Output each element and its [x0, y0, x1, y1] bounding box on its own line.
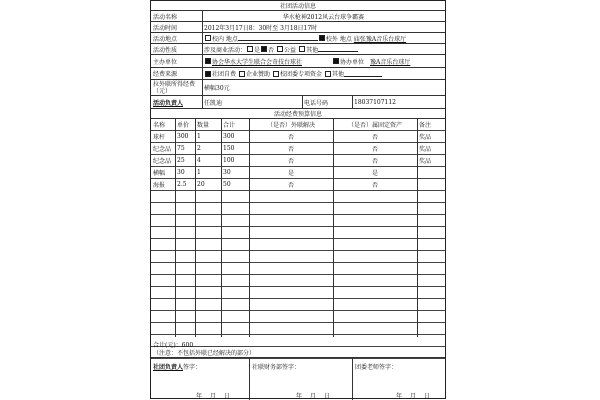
nature-other-label: 其他 [306, 46, 319, 54]
activity-nature-options [202, 44, 445, 54]
budget-cell [175, 203, 195, 214]
budget-cell [333, 287, 417, 298]
budget-cell [249, 323, 333, 334]
row-outside-funds [151, 80, 445, 96]
finance-sign-date: 年 月 日 [296, 393, 330, 400]
budget-cell: 30 [223, 169, 231, 176]
budget-cell [249, 251, 333, 262]
budget-cell [195, 263, 221, 274]
budget-row [151, 251, 445, 263]
budget-cell [175, 299, 195, 310]
finance-signature-label: 社联财务部签字： [252, 364, 301, 371]
budget-cell [175, 239, 195, 250]
budget-header-row [151, 119, 445, 131]
row-host [151, 55, 445, 68]
budget-cell [175, 263, 195, 274]
budget-cell [195, 215, 221, 226]
nature-yes-checkbox[interactable] [247, 46, 253, 52]
budget-cell [175, 311, 195, 322]
budget-cell [221, 239, 249, 250]
place-in-checkbox[interactable] [205, 35, 211, 41]
place-out-checkbox[interactable] [319, 35, 325, 41]
budget-cell: 否 [287, 134, 294, 141]
leader-signature-rest: 签字： [183, 364, 202, 371]
budget-cell: 是 [287, 170, 294, 177]
budget-cell: 否 [287, 146, 294, 153]
budget-cell: 150 [223, 145, 235, 152]
budget-cell [417, 299, 447, 310]
host-value-cell [202, 55, 330, 67]
budget-cell [417, 311, 447, 322]
budget-cell [417, 275, 447, 286]
budget-row [151, 155, 445, 167]
budget-cell [195, 287, 221, 298]
budget-cell [151, 311, 175, 322]
activity-place-options [202, 33, 445, 43]
budget-cell [195, 227, 221, 238]
budget-cell: 1 [197, 169, 201, 176]
budget-cell: 2.5 [177, 181, 187, 188]
nature-commercial-text: 涉及商业活动： [204, 46, 247, 54]
budget-cell [333, 227, 417, 238]
cohost-checkbox[interactable] [333, 58, 339, 64]
total-note: （注意：不包括外联已经解决的部分） [153, 350, 256, 357]
signatures-row [151, 358, 445, 400]
budget-header: 单价 [177, 122, 190, 129]
budget-row [151, 143, 445, 155]
row-activity-name [151, 11, 445, 22]
budget-cell [333, 251, 417, 262]
budget-cell [249, 227, 333, 238]
budget-cell: 奖品 [419, 158, 432, 165]
budget-cell [249, 263, 333, 274]
budget-cell: 奖品 [419, 134, 432, 141]
budget-title-row [151, 109, 445, 119]
activity-nature-label: 活动性质 [153, 46, 178, 54]
budget-cell [195, 251, 221, 262]
nature-other-checkbox[interactable] [299, 46, 305, 52]
leader-sign-date: 年 月 日 [196, 393, 230, 400]
budget-row [151, 215, 445, 227]
budget-header: （是否）属固定资产 [347, 122, 402, 129]
host-label: 主办单位 [153, 58, 178, 66]
budget-cell [175, 323, 195, 334]
budget-cell [417, 263, 447, 274]
budget-cell [221, 323, 249, 334]
budget-row [151, 311, 445, 323]
budget-cell [151, 251, 175, 262]
budget-cell: 50 [223, 181, 231, 188]
fund-other-checkbox[interactable] [325, 71, 331, 77]
budget-row [151, 203, 445, 215]
budget-cell [151, 215, 175, 226]
budget-cell [195, 191, 221, 202]
budget-cell [221, 215, 249, 226]
budget-cell: 30 [177, 169, 185, 176]
nature-no-checkbox[interactable] [261, 46, 267, 52]
budget-cell: 否 [287, 158, 294, 165]
budget-cell [333, 239, 417, 250]
budget-cell: 20 [197, 181, 205, 188]
cohost-label: 协办单位 [340, 58, 365, 66]
budget-cell: 否 [371, 146, 378, 153]
budget-cell [249, 299, 333, 310]
budget-cell [333, 191, 417, 202]
budget-cell: 300 [177, 133, 189, 140]
budget-cell: 100 [223, 157, 235, 164]
budget-title: 活动经费预算信息 [273, 111, 322, 118]
budget-cell [417, 287, 447, 298]
place-out-label: 校外 地点 [325, 35, 352, 43]
budget-cell: 25 [177, 157, 185, 164]
budget-cell: 否 [287, 182, 294, 189]
host-checkbox[interactable] [205, 58, 211, 64]
budget-cell [249, 275, 333, 286]
budget-cell [249, 311, 333, 322]
budget-cell: 是 [371, 170, 378, 177]
totals-row [151, 337, 445, 358]
budget-cell [417, 179, 447, 190]
leader-signature-label [153, 362, 201, 371]
budget-cell [195, 323, 221, 334]
form-title: 社团活动信息 [279, 3, 316, 10]
budget-cell [151, 203, 175, 214]
budget-cell [221, 263, 249, 274]
activity-place-label: 活动地点 [153, 35, 178, 43]
leader-value: 任凯迪 [204, 99, 223, 107]
nature-public-label: 公益 [284, 46, 297, 54]
budget-row [151, 239, 445, 251]
budget-row [151, 323, 445, 335]
activity-time-value: 2012年3月17日8：30时至 3月18日17时 [204, 24, 318, 32]
budget-cell [221, 203, 249, 214]
fund-self-label: 社团自费 [212, 71, 237, 78]
budget-cell: 横幅 [153, 170, 166, 177]
budget-cell [417, 227, 447, 238]
budget-cell: 否 [371, 182, 378, 189]
activity-form [150, 0, 446, 399]
outside-funds-label: 拉外联所得经费（元） [153, 80, 196, 95]
budget-cell [333, 323, 417, 334]
budget-cell [417, 203, 447, 214]
budget-cell [151, 239, 175, 250]
place-in-blank [238, 35, 318, 41]
budget-cell: 奖品 [419, 146, 432, 153]
budget-cell: 1 [197, 133, 201, 140]
budget-cell [417, 323, 447, 334]
budget-cell: 球杆 [153, 134, 166, 141]
budget-cell [195, 203, 221, 214]
budget-cell [221, 251, 249, 262]
budget-cell [221, 299, 249, 310]
nature-no-label: 否 [268, 46, 275, 54]
leader-signature-bold: 社团负责人 [153, 364, 184, 371]
row-activity-place [151, 33, 445, 44]
budget-header: 备注 [419, 122, 432, 129]
form-title-row [151, 1, 445, 11]
outside-funds-value: 横幅30元 [204, 85, 230, 92]
budget-header: 数量 [197, 122, 210, 129]
activity-time-label: 活动时间 [153, 24, 178, 32]
budget-cell [417, 251, 447, 262]
budget-cell [333, 263, 417, 274]
funding-label: 经费来源 [153, 71, 178, 78]
budget-cell [195, 311, 221, 322]
budget-cell [221, 275, 249, 286]
budget-row [151, 299, 445, 311]
budget-cell [333, 299, 417, 310]
budget-cell [249, 191, 333, 202]
place-in-label: 校内 地点 [212, 35, 238, 43]
budget-row [151, 191, 445, 203]
budget-cell: 否 [371, 158, 378, 165]
budget-cell [417, 239, 447, 250]
fund-league-checkbox[interactable] [273, 71, 279, 77]
row-leader [151, 96, 445, 109]
fund-sponsor-checkbox[interactable] [239, 71, 245, 77]
row-activity-nature [151, 44, 445, 55]
budget-cell [175, 251, 195, 262]
budget-cell [333, 203, 417, 214]
teacher-sign-date: 年 月 日 [396, 393, 430, 400]
budget-cell [333, 311, 417, 322]
leader-label: 活动负责人 [153, 99, 184, 107]
host-value: 协会华水大学生联合会奇技台球社 [212, 58, 303, 66]
funding-options [202, 68, 445, 79]
nature-other-blank [318, 46, 358, 52]
budget-row [151, 167, 445, 179]
budget-cell [175, 215, 195, 226]
budget-cell [249, 287, 333, 298]
teacher-signature-label: 团委老师签字： [355, 364, 398, 371]
budget-cell [151, 299, 175, 310]
budget-cell [151, 287, 175, 298]
fund-other-blank [344, 71, 382, 77]
budget-cell [151, 227, 175, 238]
place-out-value: 庙张豫A音乐台球厅 [353, 35, 407, 43]
budget-row [151, 227, 445, 239]
budget-cell [417, 167, 447, 178]
budget-cell [417, 191, 447, 202]
budget-cell [151, 191, 175, 202]
budget-cell [221, 227, 249, 238]
budget-header: （是否）外联解决 [266, 122, 315, 129]
budget-cell [175, 227, 195, 238]
budget-row [151, 263, 445, 275]
activity-name-value: 华水枪神2012风云台球争霸赛 [282, 13, 365, 21]
budget-cell [175, 287, 195, 298]
budget-header: 名称 [153, 122, 166, 129]
budget-cell [221, 191, 249, 202]
total-text: 合计(元)：600 [153, 342, 194, 349]
budget-cell: 纪念品 [153, 158, 172, 165]
budget-row [151, 287, 445, 299]
budget-cell [151, 263, 175, 274]
activity-name-label: 活动名称 [153, 13, 178, 21]
row-activity-time [151, 22, 445, 33]
budget-cell [333, 275, 417, 286]
phone-label: 电话号码 [304, 99, 329, 107]
budget-cell [249, 203, 333, 214]
budget-cell [333, 215, 417, 226]
budget-cell [221, 287, 249, 298]
cohost-cell [330, 55, 445, 67]
budget-cell: 2 [197, 145, 201, 152]
budget-cell [249, 215, 333, 226]
budget-cell [221, 311, 249, 322]
budget-cell: 否 [371, 134, 378, 141]
budget-cell: 75 [177, 145, 185, 152]
fund-other-label: 其他 [332, 71, 345, 78]
fund-sponsor-label: 企业赞助 [246, 71, 271, 78]
fund-league-label: 校团委专项资金 [280, 71, 323, 78]
budget-header: 合计 [223, 122, 236, 129]
budget-cell [151, 323, 175, 334]
budget-row [151, 275, 445, 287]
budget-cell [195, 275, 221, 286]
budget-cell [151, 275, 175, 286]
cohost-value: 豫A音乐台球厅 [370, 58, 411, 66]
budget-cell [175, 191, 195, 202]
budget-cell [195, 239, 221, 250]
budget-cell [249, 239, 333, 250]
budget-cell [195, 299, 221, 310]
budget-row [151, 131, 445, 143]
budget-cell: 4 [197, 157, 201, 164]
budget-cell [417, 215, 447, 226]
nature-yes-label: 是 [254, 46, 261, 54]
fund-self-checkbox[interactable] [205, 71, 211, 77]
budget-cell: 300 [223, 133, 235, 140]
phone-value: 18037107112 [354, 98, 396, 106]
budget-cell [175, 275, 195, 286]
nature-public-checkbox[interactable] [277, 46, 283, 52]
budget-cell: 纪念品 [153, 146, 172, 153]
budget-row [151, 179, 445, 191]
budget-cell: 海报 [153, 182, 166, 189]
row-funding [151, 68, 445, 80]
